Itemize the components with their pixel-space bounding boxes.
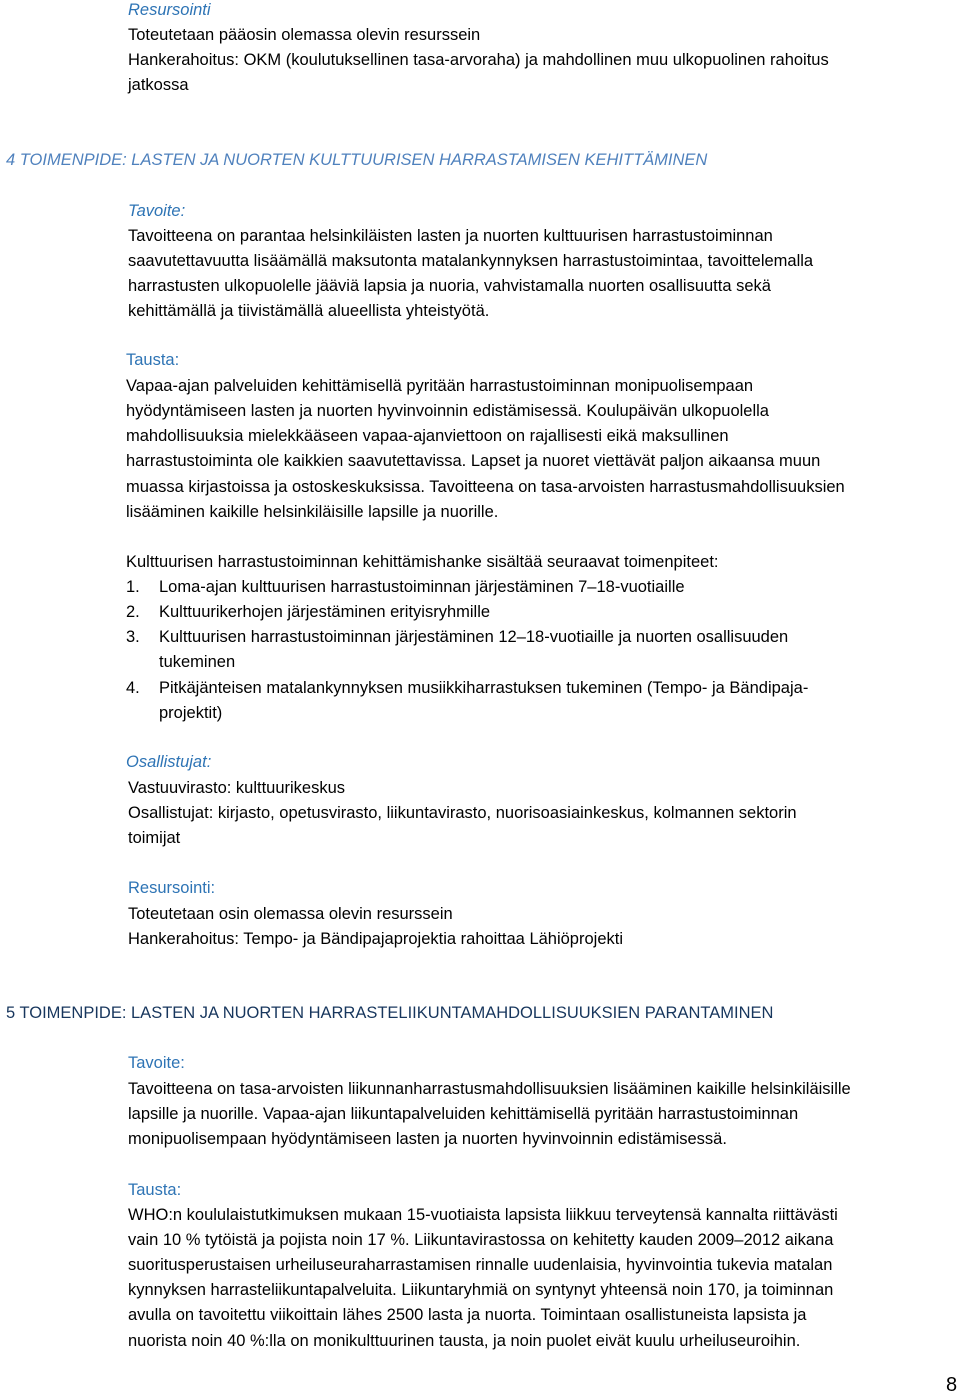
section-4-resursointi-label: Resursointi: <box>128 879 216 897</box>
section-4-osallistujat-line-2: Osallistujat: kirjasto, opetusvirasto, liikuntavirasto, nuorisoasiainkeskus, kolmannen sektorin <box>128 804 797 822</box>
section-4-tausta-line-6: lisääminen kaikille helsinkiläisille lapsille ja nuorille. <box>126 503 499 521</box>
section-5-tavoite-line-3: monipuolisempaan hyödyntämiseen lasten ja nuorten hyvinvoinnin edistämisessä. <box>128 1130 727 1148</box>
measure-4-text-line-2: projektit) <box>159 704 223 722</box>
section-4-heading: 4 TOIMENPIDE: LASTEN JA NUORTEN KULTTUURISEN HARRASTAMISEN KEHITTÄMINEN <box>6 151 708 169</box>
section-4-resursointi-line-1: Toteutetaan osin olemassa olevin resurssein <box>128 905 453 923</box>
measure-4-text-line-1: Pitkäjänteisen matalankynnyksen musiikkiharrastuksen tukeminen (Tempo- ja Bändipaja- <box>159 679 809 697</box>
section-4-osallistujat-line-3: toimijat <box>128 829 181 847</box>
measure-1-number: 1. <box>126 578 140 596</box>
section-4-tavoite-line-4: kehittämällä ja tiivistämällä alueellista yhteistyötä. <box>128 302 490 320</box>
section-5-tavoite-line-2: lapsille ja nuorille. Vapaa-ajan liikuntapalveluiden kehittämisellä pyritään harrastustoiminnan <box>128 1105 799 1123</box>
section-5-tausta-line-5: avulla on tavoitettu viikoittain lähes 2500 lasta ja nuorta. Toimintaan osallistuneista lapsista ja <box>128 1306 807 1324</box>
measure-2-number: 2. <box>126 603 140 621</box>
intro-resursointi-label: Resursointi <box>128 1 211 19</box>
section-4-tausta-label: Tausta: <box>126 351 180 369</box>
section-5-tausta-line-4: kynnyksen harrasteliikuntapalveluita. Liikuntaryhmiä on syntynyt yhteensä noin 170, ja toiminnan <box>128 1281 834 1299</box>
section-4-tavoite-line-3: harrastusten ulkopuolelle jääviä lapsia ja nuoria, vahvistamalla nuorten osallisuutta sekä <box>128 277 771 295</box>
section-4-osallistujat-line-1: Vastuuvirasto: kulttuurikeskus <box>128 779 346 797</box>
section-5-heading: 5 TOIMENPIDE: LASTEN JA NUORTEN HARRASTELIIKUNTAMAHDOLLISUUKSIEN PARANTAMINEN <box>6 1004 774 1022</box>
section-5-tausta-line-1: WHO:n koululaistutkimuksen mukaan 15-vuotiaista lapsista liikkuu terveytensä kannalta riittävästi <box>128 1206 838 1224</box>
section-5-tausta-label: Tausta: <box>128 1181 182 1199</box>
section-4-tausta-line-4: harrastustoiminta ole kaikkien saavutettavissa. Lapset ja nuoret viettävät paljon aikaansa muun <box>126 452 821 470</box>
section-5-tausta-line-2: vain 10 % tytöistä ja pojista noin 17 %. Liikuntavirastossa on kehitetty kauden 2009–2012 aikana <box>128 1231 834 1249</box>
measure-3-number: 3. <box>126 628 140 646</box>
section-4-tavoite-line-1: Tavoitteena on parantaa helsinkiläisten lasten ja nuorten kulttuurisen harrastustoiminnan <box>128 227 773 245</box>
section-4-tavoite-line-2: saavutettavuutta lisäämällä maksutonta matalankynnyksen harrastustoimintaa, tavoittelemalla <box>128 252 814 270</box>
section-5-tavoite-label: Tavoite: <box>128 1054 185 1072</box>
measure-1-text: Loma-ajan kulttuurisen harrastustoiminnan järjestäminen 7–18-vuotiaille <box>159 578 685 596</box>
section-4-tavoite-label: Tavoite: <box>128 202 186 220</box>
measure-4-number: 4. <box>126 679 140 697</box>
section-5-tavoite-line-1: Tavoitteena on tasa-arvoisten liikunnanharrastusmahdollisuuksien lisääminen kaikille helsinkiläisille <box>128 1080 851 1098</box>
section-4-osallistujat-label: Osallistujat: <box>126 753 212 771</box>
section-5-tausta-line-3: suoritusperustaisen urheiluseuraharrastamisen rinnalle uudenlaisia, hyvinvointia tukevia matalan <box>128 1256 833 1274</box>
measure-2-text: Kulttuurikerhojen järjestäminen erityisryhmille <box>159 603 491 621</box>
page-number: 8 <box>946 1374 958 1396</box>
measure-3-text-line-2: tukeminen <box>159 653 236 671</box>
section-5-tausta-line-6: nuorista noin 40 %:lla on monikulttuurinen tausta, ja noin puolet eivät kuulu urheiluseuroihin. <box>128 1332 801 1350</box>
section-4-tausta-line-1: Vapaa-ajan palveluiden kehittämisellä pyritään harrastustoiminnan monipuolisempaan <box>126 377 754 395</box>
section-4-tausta-line-5: muassa kirjastoissa ja ostoskeskuksissa. Tavoitteena on tasa-arvoisten harrastusmahdollisuuksien <box>126 478 845 496</box>
section-4-measures-intro: Kulttuurisen harrastustoiminnan kehittämishanke sisältää seuraavat toimenpiteet: <box>126 553 719 571</box>
measure-3-text-line-1: Kulttuurisen harrastustoiminnan järjestäminen 12–18-vuotiaille ja nuorten osallisuuden <box>159 628 789 646</box>
intro-line-3: jatkossa <box>128 76 189 94</box>
intro-line-1: Toteutetaan pääosin olemassa olevin resurssein <box>128 26 481 44</box>
intro-line-2: Hankerahoitus: OKM (koulutuksellinen tasa-arvoraha) ja mahdollinen muu ulkopuolinen rahoitus <box>128 51 829 69</box>
section-4-resursointi-line-2: Hankerahoitus: Tempo- ja Bändipajaprojektia rahoittaa Lähiöprojekti <box>128 930 623 948</box>
section-4-tausta-line-2: hyödyntämiseen lasten ja nuorten hyvinvoinnin edistämisessä. Koulupäivän ulkopuolella <box>126 402 769 420</box>
section-4-tausta-line-3: mahdollisuuksia mielekkääseen vapaa-ajanviettoon on rajallisesti eikä maksullinen <box>126 427 729 445</box>
